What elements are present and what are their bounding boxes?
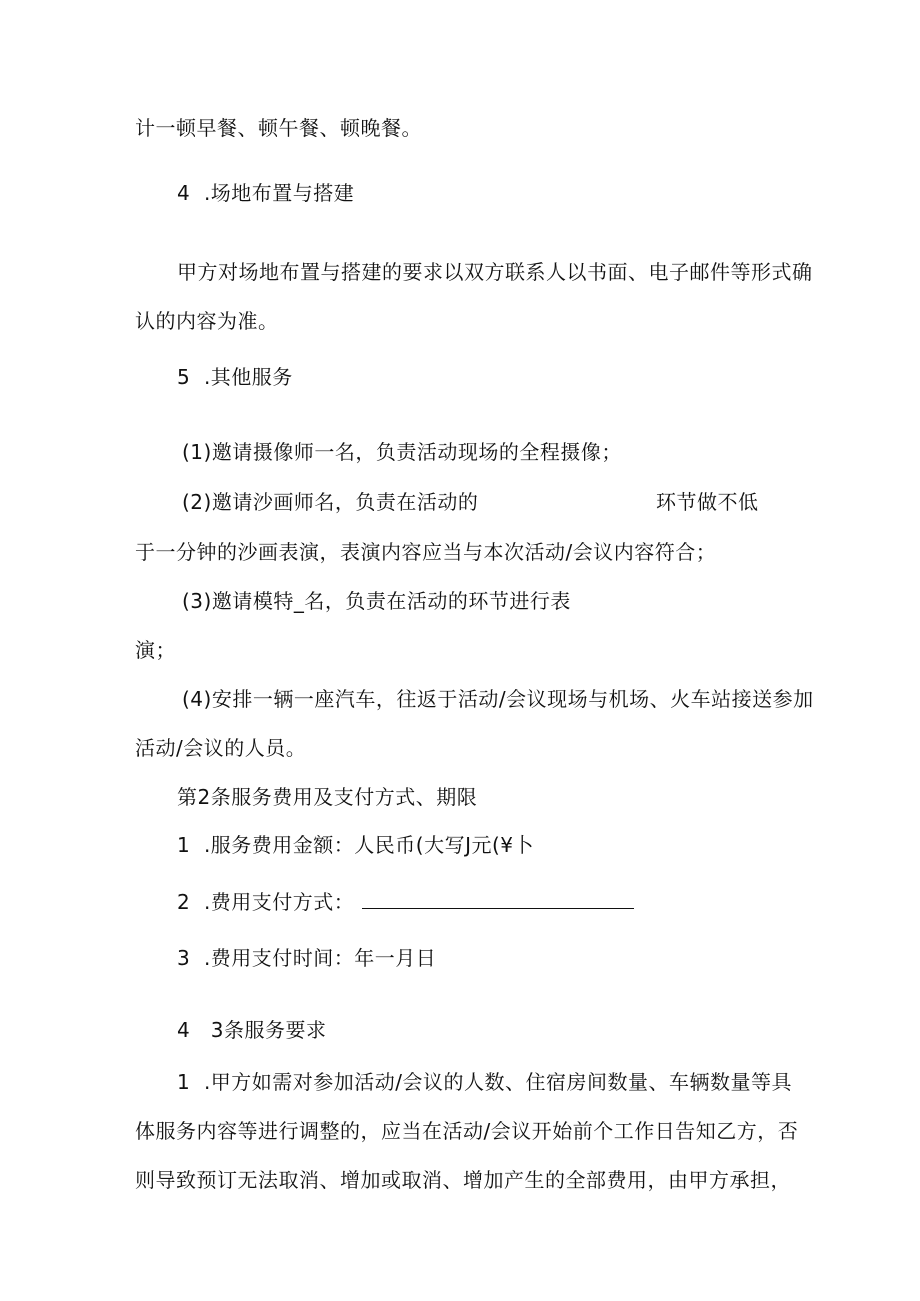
list-item-continuation: 环节做不低 [656, 490, 759, 514]
list-item [177, 888, 634, 916]
article-heading: 第2条服务费用及支付方式、期限 [177, 785, 478, 809]
paragraph-line: 认的内容为准。 [135, 309, 279, 333]
paragraph-line: 甲方对场地布置与搭建的要求以双方联系人以书面、电子邮件等形式确 [177, 260, 813, 284]
article-heading: 4 3条服务要求 [177, 1018, 327, 1042]
payment-method-label: 2 .费用支付方式： [177, 890, 355, 914]
list-item: 1 .甲方如需对参加活动/会议的人数、住宿房间数量、车辆数量等具 [177, 1070, 793, 1094]
paragraph-line: 计一顿早餐、顿午餐、顿晚餐。 [135, 116, 422, 140]
list-item: (3)邀请模特_名，负责在活动的环节进行表 [182, 589, 571, 613]
list-item: (4)安排一辆一座汽车，往返于活动/会议现场与机场、火车站接送参加 [182, 687, 814, 711]
section-heading: 4 .场地布置与搭建 [177, 181, 355, 205]
list-item: 3 .费用支付时间：年一月日 [177, 946, 437, 970]
paragraph-line: 活动/会议的人员。 [135, 736, 307, 760]
list-item: (1)邀请摄像师一名，负责活动现场的全程摄像； [182, 440, 622, 464]
blank-underline [362, 890, 634, 909]
paragraph-line: 于一分钟的沙画表演，表演内容应当与本次活动/会议内容符合； [135, 540, 717, 564]
paragraph-line: 体服务内容等进行调整的，应当在活动/会议开始前个工作日告知乙方，否 [135, 1119, 799, 1143]
paragraph-line: 演； [135, 638, 176, 662]
section-heading: 5 .其他服务 [177, 365, 293, 389]
list-item: (2)邀请沙画师名，负责在活动的 [182, 490, 479, 514]
list-item: 1 .服务费用金额：人民币(大写J元(¥卜 [177, 833, 535, 857]
paragraph-line: 则导致预订无法取消、增加或取消、增加产生的全部费用，由甲方承担， [135, 1168, 791, 1192]
